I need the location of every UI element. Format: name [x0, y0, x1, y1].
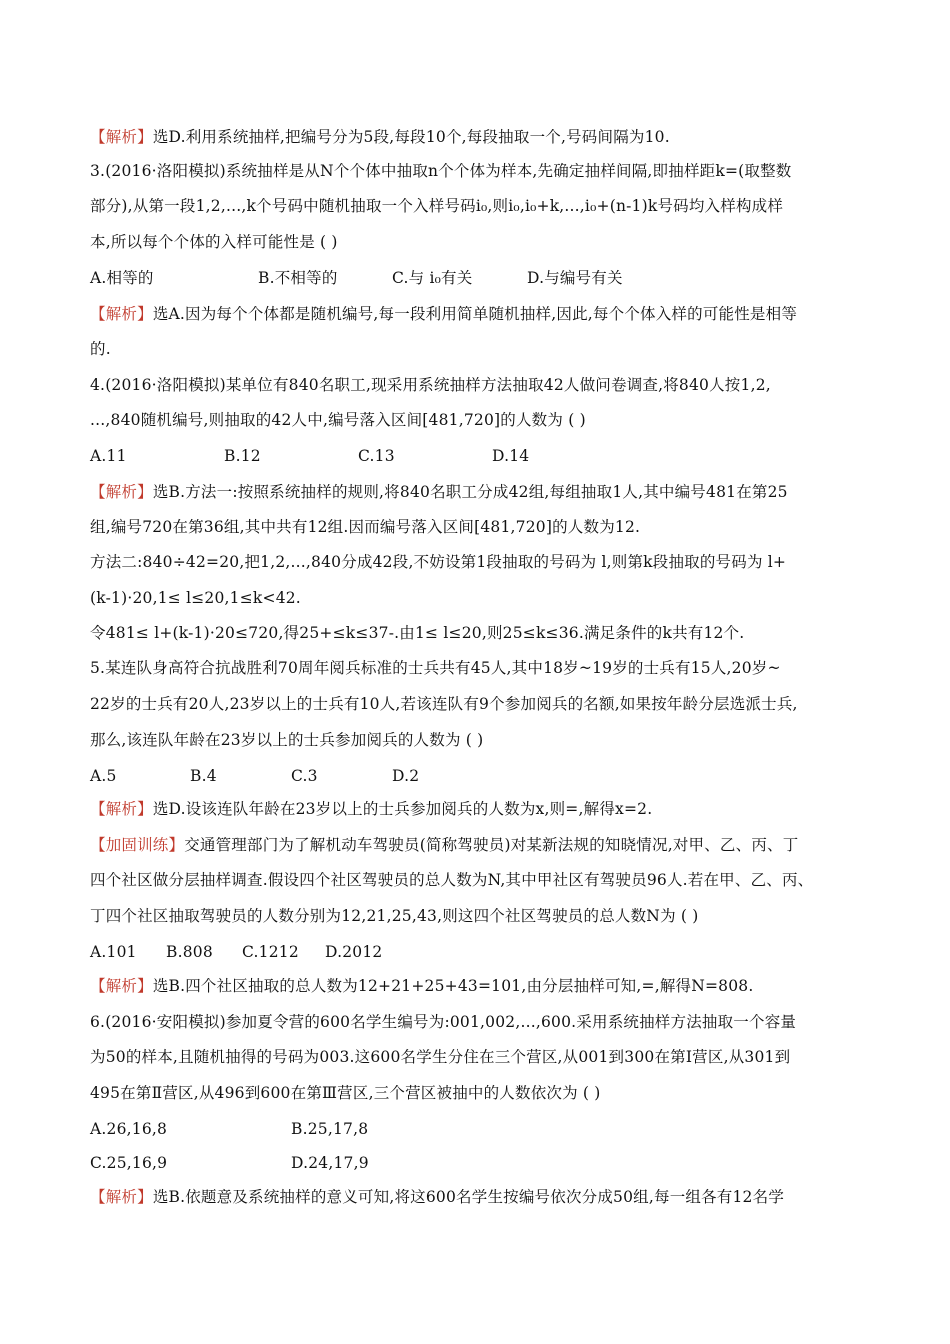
extra-practice-line: [90, 834, 880, 856]
question-4-line-1: 4.(2016·洛阳模拟)某单位有840名职工,现采用系统抽样方法抽取42人做问卷调查,将840人按1,2,: [90, 376, 771, 394]
question-5-line-1: 5.某连队身高符合抗战胜利70周年阅兵标准的士兵共有45人,其中18岁~19岁的士兵有15人,20岁~: [90, 659, 781, 677]
analysis-tag: 【解析】: [90, 483, 153, 501]
question-3-line-3: 本,所以每个个体的入样可能性是 ( ): [90, 233, 338, 251]
option-c: C.25,16,9: [90, 1154, 168, 1172]
question-6-line-3: 495在第Ⅱ营区,从496到600在第Ⅲ营区,三个营区被抽中的人数依次为 ( ): [90, 1084, 601, 1102]
option-a: A.11: [90, 447, 127, 465]
option-c: C.1212: [242, 943, 299, 961]
answer-line-continued: 令481≤ l+(k-1)·20≤720,得25+≤k≤37-.由1≤ l≤20,则25≤k≤36.满足条件的k共有12个.: [90, 624, 745, 642]
answer-text: 选D.设该连队年龄在23岁以上的士兵参加阅兵的人数为x,则=,解得x=2.: [152, 800, 653, 818]
option-b: B.25,17,8: [291, 1120, 369, 1138]
answer-line: [90, 798, 880, 820]
answer-line: [90, 126, 880, 148]
question-5-line-2: 22岁的士兵有20人,23岁以上的士兵有10人,若该连队有9个参加阅兵的名额,如果按年龄分层选派士兵,: [90, 695, 798, 713]
answer-line-continued: (k-1)·20,1≤ l≤20,1≤k<42.: [90, 589, 301, 607]
question-4-line-2: ...,840随机编号,则抽取的42人中,编号落入区间[481,720]的人数为 ( ): [90, 411, 586, 429]
option-d: D.24,17,9: [291, 1154, 369, 1172]
analysis-tag: 【解析】: [90, 305, 153, 323]
option-d: D.2012: [325, 943, 383, 961]
option-c: C.13: [358, 447, 395, 465]
question-6-line-2: 为50的样本,且随机抽得的号码为003.这600名学生分住在三个营区,从001到300在第Ⅰ营区,从301到: [90, 1048, 791, 1066]
answer-text: 选A.因为每个个体都是随机编号,每一段利用简单随机抽样,因此,每个个体入样的可能性是相等: [152, 305, 798, 323]
extra-practice-line-3: 丁四个社区抽取驾驶员的人数分别为12,21,25,43,则这四个社区驾驶员的总人数N为 ( ): [90, 907, 699, 925]
option-b: B.808: [166, 943, 213, 961]
extra-practice-text: 交通管理部门为了解机动车驾驶员(简称驾驶员)对某新法规的知晓情况,对甲、乙、丙、丁: [184, 836, 799, 854]
analysis-tag: 【解析】: [90, 800, 153, 818]
answer-line: [90, 975, 880, 997]
answer-line-continued: 的.: [90, 340, 111, 358]
option-c: C.3: [291, 767, 318, 785]
analysis-tag: 【解析】: [90, 128, 153, 146]
answer-line-continued: 方法二:840÷42=20,把1,2,...,840分成42段,不妨设第1段抽取的号码为 l,则第k段抽取的号码为 l+: [90, 553, 787, 571]
option-c: C.与 i₀有关: [392, 269, 473, 287]
question-5-line-3: 那么,该连队年龄在23岁以上的士兵参加阅兵的人数为 ( ): [90, 731, 484, 749]
option-d: D.与编号有关: [527, 269, 623, 287]
option-b: B.12: [224, 447, 261, 465]
analysis-tag: 【解析】: [90, 977, 153, 995]
question-6-line-1: 6.(2016·安阳模拟)参加夏令营的600名学生编号为:001,002,...,600.采用系统抽样方法抽取一个容量: [90, 1013, 797, 1031]
answer-text: 选B.方法一:按照系统抽样的规则,将840名职工分成42组,每组抽取1人,其中编号481在第25: [152, 483, 788, 501]
option-d: D.2: [392, 767, 420, 785]
answer-text: 选B.依题意及系统抽样的意义可知,将这600名学生按编号依次分成50组,每一组各有12名学: [152, 1188, 785, 1206]
analysis-tag: 【解析】: [90, 1188, 153, 1206]
answer-line: [90, 481, 880, 503]
answer-line: [90, 1186, 880, 1208]
answer-text: 选D.利用系统抽样,把编号分为5段,每段10个,每段抽取一个,号码间隔为10.: [152, 128, 670, 146]
option-a: A.5: [90, 767, 117, 785]
option-b: B.4: [190, 767, 217, 785]
extra-practice-tag: 【加固训练】: [90, 836, 185, 854]
answer-line: [90, 303, 880, 325]
question-3-line-2: 部分),从第一段1,2,...,k个号码中随机抽取一个入样号码i₀,则i₀,i₀+k,...,i₀+(n-1)k号码均入样构成样: [90, 197, 784, 215]
answer-text: 选B.四个社区抽取的总人数为12+21+25+43=101,由分层抽样可知,=,解得N=808.: [152, 977, 754, 995]
answer-line-continued: 组,编号720在第36组,其中共有12组.因而编号落入区间[481,720]的人数为12.: [90, 518, 641, 536]
option-a: A.26,16,8: [90, 1120, 168, 1138]
question-3-line-1: 3.(2016·洛阳模拟)系统抽样是从N个个体中抽取n个个体为样本,先确定抽样间隔,即抽样距k=(取整数: [90, 162, 792, 180]
option-d: D.14: [492, 447, 530, 465]
extra-practice-line-2: 四个社区做分层抽样调查.假设四个社区驾驶员的总人数为N,其中甲社区有驾驶员96人.若在甲、乙、丙、: [90, 871, 814, 889]
option-a: A.相等的: [90, 269, 154, 287]
option-a: A.101: [90, 943, 137, 961]
option-b: B.不相等的: [258, 269, 338, 287]
